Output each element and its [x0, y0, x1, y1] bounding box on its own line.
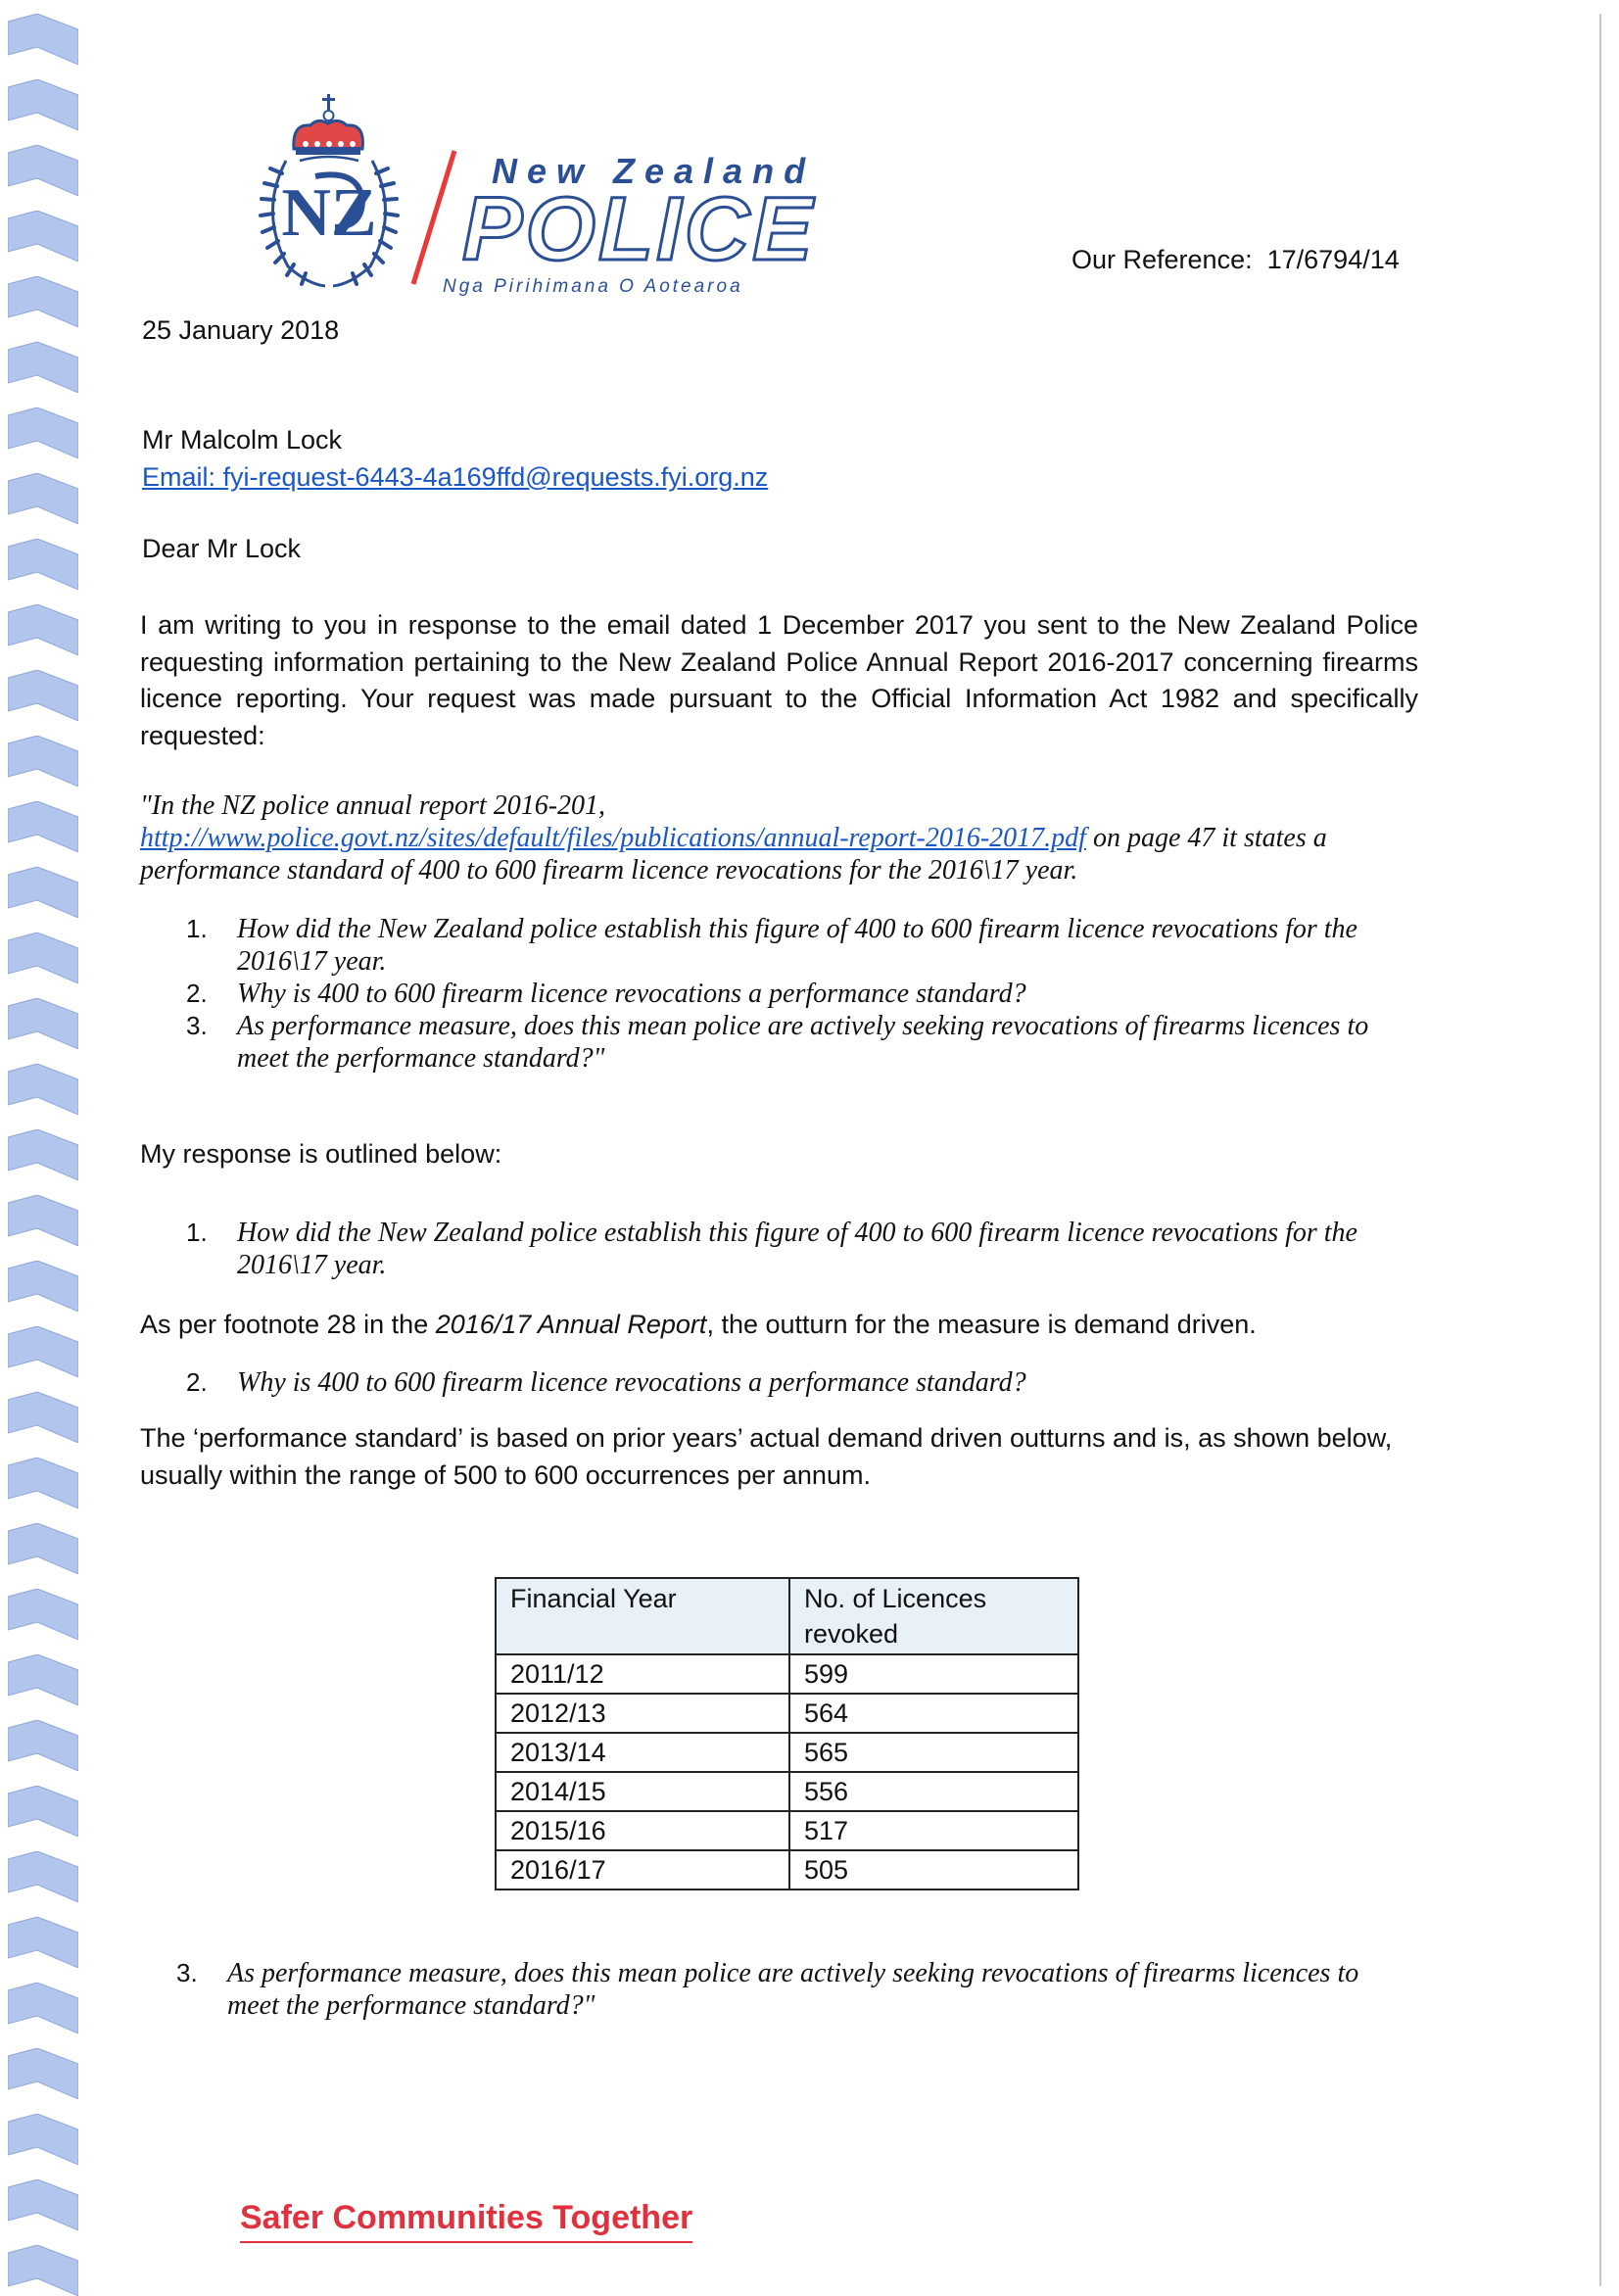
table-row: 2013/14 565: [496, 1733, 1078, 1772]
chevron-border: [0, 0, 88, 2290]
recipient-email-link[interactable]: Email: fyi-request-6443-4a169ffd@requests.fyi.org.nz: [142, 462, 769, 492]
chevron-icon: [8, 1851, 78, 1902]
chevron-icon: [8, 670, 78, 721]
chevron-icon: [8, 801, 78, 852]
request-quote: [140, 789, 1433, 886]
chevron-icon: [8, 998, 78, 1049]
chevron-icon: [8, 1786, 78, 1837]
chevron-icon: [8, 1589, 78, 1640]
chevron-icon: [8, 1917, 78, 1968]
chevron-icon: [8, 14, 78, 65]
chevron-icon: [8, 276, 78, 327]
chevron-icon: [8, 539, 78, 590]
recipient-name: Mr Malcolm Lock: [142, 425, 343, 454]
chevron-icon: [8, 1458, 78, 1508]
svg-text:NZ: NZ: [281, 175, 377, 251]
logo-new-zealand: New Zealand: [492, 151, 816, 191]
chevron-icon: [8, 1392, 78, 1443]
table-row: 2011/12 599: [496, 1654, 1078, 1694]
reference-value: 17/6794/14: [1266, 245, 1400, 274]
chevron-icon: [8, 2245, 78, 2296]
chevron-icon: [8, 473, 78, 524]
chevron-icon: [8, 1064, 78, 1115]
chevron-icon: [8, 407, 78, 458]
answer-2-text: The ‘performance standard’ is based on prior years’ actual demand driven outturns and is, as shown below, usually within the range of 500 to 600 occurrences per annum.: [140, 1423, 1393, 1490]
chevron-icon: [8, 1129, 78, 1180]
chevron-icon: [8, 933, 78, 983]
response-intro: My response is outlined below:: [140, 1139, 502, 1169]
table-row: 2015/16 517: [496, 1811, 1078, 1850]
request-question-list: [186, 913, 1401, 1075]
revocations-table: [495, 1577, 1079, 1890]
chevron-icon: [8, 2114, 78, 2165]
chevron-icon: [8, 1654, 78, 1705]
chevron-icon: [8, 2048, 78, 2099]
table-row: 2016/17 505: [496, 1850, 1078, 1889]
answer-2-question: 2. Why is 400 to 600 firearm licence revocations a performance standard?: [186, 1367, 1026, 1398]
police-logo: [257, 90, 844, 296]
chevron-icon: [8, 79, 78, 130]
question-item: 3. As performance measure, does this mean police are actively seeking revocations of firearms licences to meet the performance standard?": [186, 1011, 1369, 1074]
chevron-icon: [8, 2179, 78, 2230]
police-crest-icon: [257, 90, 404, 291]
table-row: 2014/15 556: [496, 1772, 1078, 1811]
chevron-icon: [8, 1326, 78, 1377]
right-margin-rule: [1599, 14, 1601, 2286]
column-header-financial-year: Financial Year: [496, 1578, 789, 1654]
chevron-icon: [8, 1195, 78, 1246]
intro-paragraph: I am writing to you in response to the email dated 1 December 2017 you sent to the New Zealand Police requesting information pertaining to the New Zealand Police Annual Report 2016-2017 concerning firearms licence reporting. Your request was made pursuant to the Official Information Act 1982 and specifically requested:: [140, 610, 1418, 750]
question-item: 1. How did the New Zealand police establish this figure of 400 to 600 firearm licence revocations for the 2016\17 year.: [186, 914, 1357, 977]
our-reference: [1071, 245, 1400, 275]
red-slash-icon: [404, 149, 462, 286]
salutation: Dear Mr Lock: [142, 534, 302, 563]
letter-date: 25 January 2018: [142, 315, 340, 345]
chevron-icon: [8, 736, 78, 787]
chevron-icon: [8, 604, 78, 655]
chevron-icon: [8, 1983, 78, 2033]
answer-1-question: 1. How did the New Zealand police establish this figure of 400 to 600 firearm licence revocations for the 2016\17 year.: [186, 1218, 1357, 1280]
footer-slogan: Safer Communities Together: [240, 2199, 692, 2243]
question-item: 2. Why is 400 to 600 firearm licence revocations a performance standard?: [186, 979, 1026, 1009]
annual-report-link[interactable]: http://www.police.govt.nz/sites/default/files/publications/annual-report-2016-2017.pdf: [140, 823, 1086, 853]
table-row: 2012/13 564: [496, 1694, 1078, 1733]
logo-police-wordmark: POLICE: [462, 179, 816, 279]
quote-continuation: on page 47 it states a performance standard of 400 to 600 firearm licence revocations for the 2016\17 year.: [140, 823, 1327, 885]
answer-1-text: As per footnote 28 in the 2016/17 Annual Report, the outturn for the measure is demand driven.: [140, 1310, 1257, 1339]
chevron-icon: [8, 1261, 78, 1312]
chevron-icon: [8, 1523, 78, 1574]
chevron-icon: [8, 145, 78, 196]
chevron-icon: [8, 867, 78, 918]
chevron-icon: [8, 1720, 78, 1771]
chevron-icon: [8, 342, 78, 393]
reference-label: Our Reference:: [1071, 245, 1253, 274]
quote-line-1: "In the NZ police annual report 2016-201,: [140, 790, 606, 821]
logo-maori-name: Nga Pirihimana O Aotearoa: [443, 276, 743, 297]
column-header-licences-revoked: No. of Licences revoked: [789, 1578, 1078, 1654]
chevron-icon: [8, 211, 78, 262]
answer-3-question: 3. As performance measure, does this mean police are actively seeking revocations of firearms licences to meet the performance standard?": [176, 1958, 1359, 2021]
